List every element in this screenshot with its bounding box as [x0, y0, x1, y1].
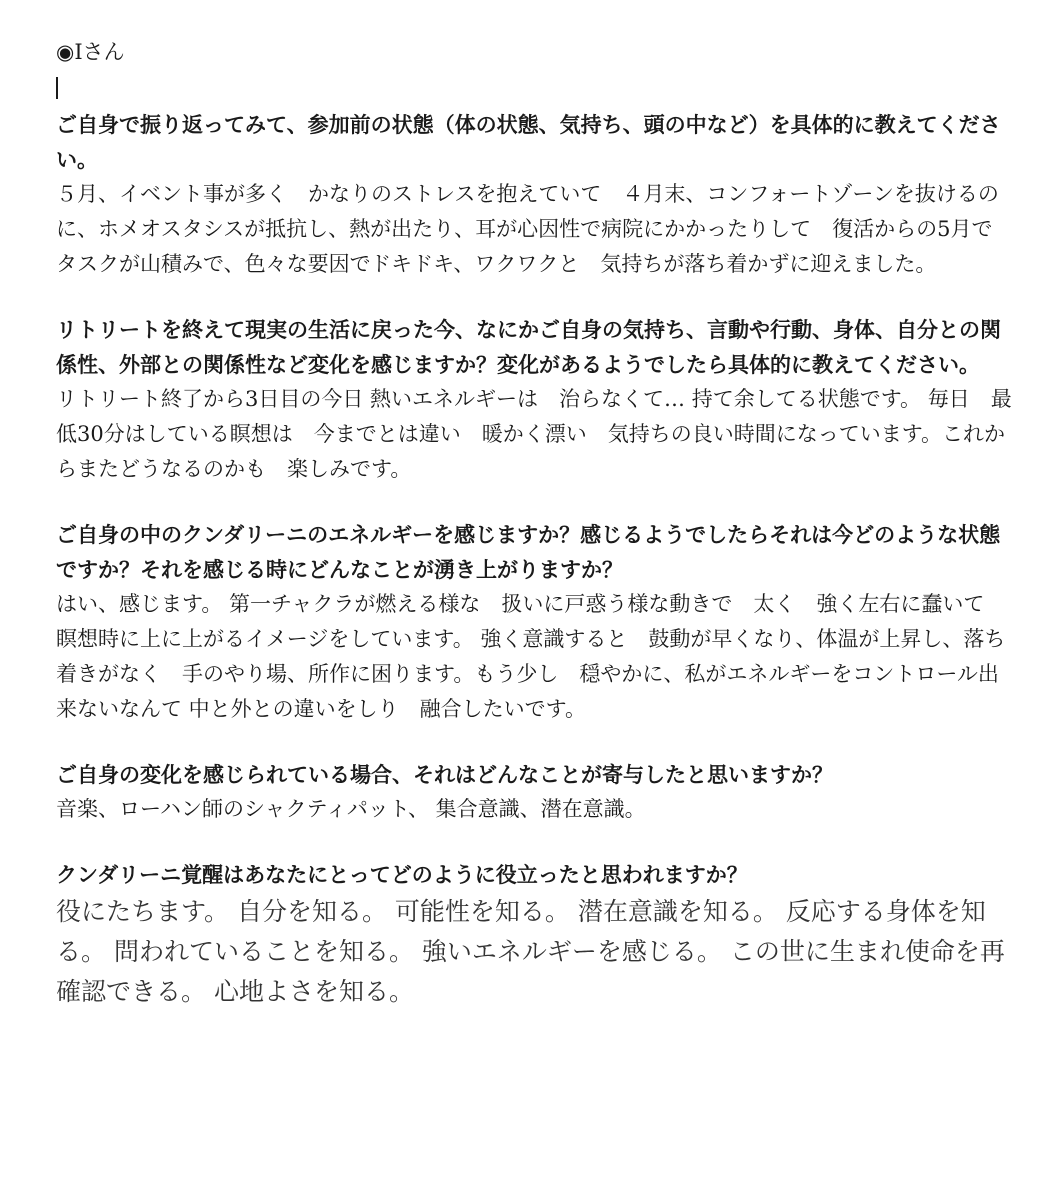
qa-section-1	[56, 107, 1016, 282]
document-body	[56, 34, 1016, 1042]
question-4: ご自身の変化を感じられている場合、それはどんなことが寄与したと思いますか？	[56, 762, 833, 787]
answer-2: リトリート終了から3日目の今日 熱いエネルギーは 治らなくて… 持て余してる状態です。 毎日 最低30分はしている瞑想は 今までとは違い 暖かく漂い 気持ちの良い時間になっています。これからまたどうなるのかも 楽しみです。	[56, 387, 1012, 481]
answer-3: はい、感じます。 第一チャクラが燃える様な 扱いに戸惑う様な動きで 太く 強く左右に蠢いて 瞑想時に上に上がるイメージをしています。 強く意識すると 鼓動が早くなり、体温が上昇し、落ち着きがなく 手のやり場、所作に困ります。もう少し 穏やかに、私がエネルギーをコントロール出来ないなんて 中と外との違いをしり 融合したいです。	[56, 592, 1006, 721]
respondent-label: ◉Iさん	[56, 40, 125, 64]
qa-section-5	[56, 857, 1016, 1012]
answer-5: 役にたちます。 自分を知る。 可能性を知る。 潜在意識を知る。 反応する身体を知る。 問われていることを知る。 強いエネルギーを感じる。 この世に生まれ使命を再確認できる。 心地よさを知る。	[56, 897, 1005, 1006]
qa-section-4	[56, 757, 1016, 827]
answer-1: ５月、イベント事が多く かなりのストレスを抱えていて ４月末、コンフォートゾーンを抜けるのに、ホメオスタシスが抵抗し、熱が出たり、耳が心因性で病院にかかったりして 復活からの5月で タスクが山積みで、色々な要因でドキドキ、ワクワクと 気持ちが落ち着かずに迎えました。	[56, 182, 1014, 276]
qa-section-2	[56, 312, 1016, 487]
text-cursor[interactable]	[56, 77, 58, 99]
qa-section-3	[56, 517, 1016, 727]
answer-4: 音楽、ローハン師のシャクティパット、 集合意識、潜在意識。	[56, 797, 646, 821]
question-2: リトリートを終えて現実の生活に戻った今、なにかご自身の気持ち、言動や行動、身体、自分との関係性、外部との関係性など変化を感じますか？変化があるようでしたら具体的に教えてください。	[56, 317, 1001, 377]
question-5: クンダリーニ覚醒はあなたにとってどのように役立ったと思われますか？	[56, 862, 748, 887]
question-3: ご自身の中のクンダリーニのエネルギーを感じますか？感じるようでしたらそれは今どのような状態ですか？それを感じる時にどんなことが湧き上がりますか？	[56, 522, 1001, 582]
question-1: ご自身で振り返ってみて、参加前の状態（体の状態、気持ち、頭の中など）を具体的に教えてください。	[56, 112, 1001, 172]
